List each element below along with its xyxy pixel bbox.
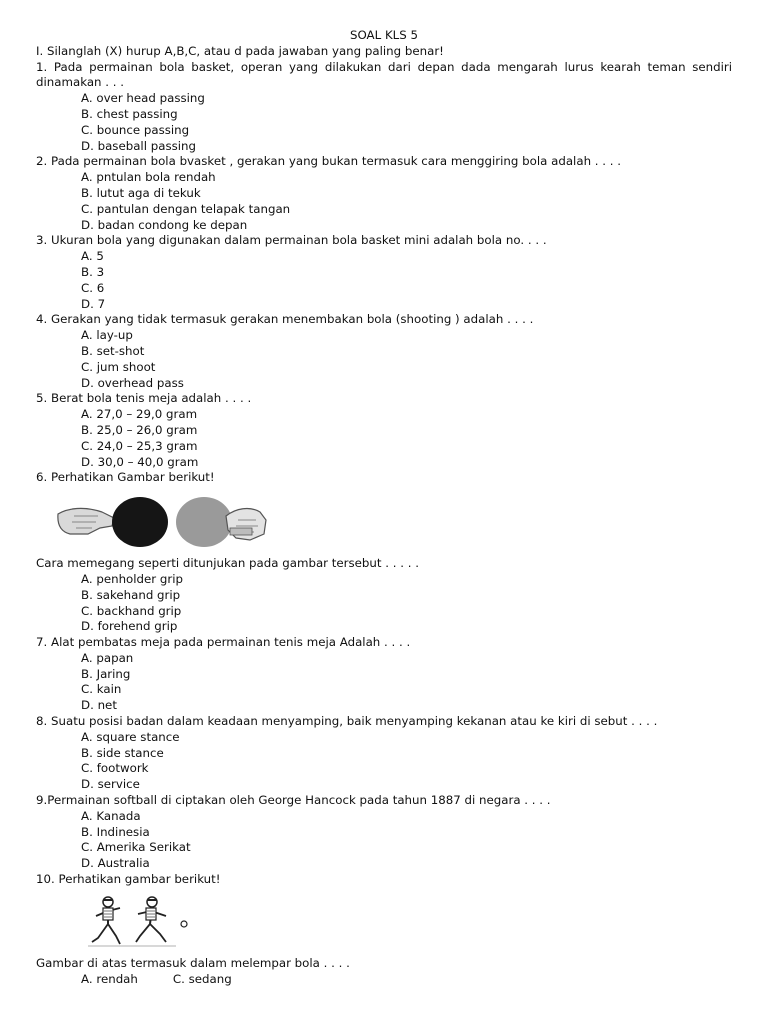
question-2-option-a: A. pntulan bola rendah: [81, 170, 216, 185]
question-10-option-a: A. rendah: [81, 971, 138, 986]
question-6-prompt: Cara memegang seperti ditunjukan pada gambar tersebut . . . . .: [36, 556, 419, 571]
question-2-option-d: D. badan condong ke depan: [81, 217, 248, 232]
table-tennis-grip-illustration: [54, 490, 270, 552]
question-6-text: 6. Perhatikan Gambar berikut!: [36, 470, 215, 485]
question-6-option-a: A. penholder grip: [81, 571, 184, 586]
question-4-option-a: A. lay-up: [81, 328, 133, 343]
question-6-option-d: D. forehend grip: [81, 619, 178, 634]
question-4-option-c: C. jum shoot: [81, 359, 156, 374]
question-9-option-a: A. Kanada: [81, 808, 141, 823]
question-7-option-d: D. net: [81, 698, 117, 713]
question-10-options: [36, 972, 732, 988]
question-6-option-c: C. backhand grip: [81, 603, 182, 618]
question-10-option-c: C. sedang: [172, 971, 232, 986]
question-4-option-d: D. overhead pass: [81, 375, 184, 390]
question-1-option-c: C. bounce passing: [81, 122, 190, 137]
question-8-text: 8. Suatu posisi badan dalam keadaan menyamping, baik menyamping kekanan atau ke kiri di sebut . . . .: [36, 714, 658, 729]
question-5-option-a: A. 27,0 – 29,0 gram: [81, 407, 198, 422]
table-tennis-grip-svg: [54, 490, 270, 552]
question-2-text: 2. Pada permainan bola bvasket , gerakan yang bukan termasuk cara menggiring bola adalah . . . .: [36, 154, 622, 169]
question-8-option-a: A. square stance: [81, 729, 180, 744]
question-3-option-a: A. 5: [81, 249, 104, 264]
question-8-option-c: C. footwork: [81, 761, 149, 776]
question-5-option-c: C. 24,0 – 25,3 gram: [81, 438, 198, 453]
instruction-text: I. Silanglah (X) hurup A,B,C, atau d pada jawaban yang paling benar!: [36, 43, 444, 58]
question-1-option-a: A. over head passing: [81, 91, 205, 106]
question-1-text-cont: dinamakan . . .: [36, 75, 125, 90]
question-8-option-b: B. side stance: [81, 745, 164, 760]
question-8-option-d: D. service: [81, 777, 140, 792]
question-7-option-c: C. kain: [81, 682, 122, 697]
question-4-option-b: B. set-shot: [81, 343, 145, 358]
question-7-option-b: B. Jaring: [81, 666, 131, 681]
question-10-text: 10. Perhatikan gambar berikut!: [36, 872, 221, 887]
question-1-text: 1. Pada permainan bola basket, operan yang dilakukan dari depan dada mengarah lurus kearah teman sendiri: [36, 59, 732, 74]
page-title: SOAL KLS 5: [349, 28, 418, 42]
question-5-text: 5. Berat bola tenis meja adalah . . . .: [36, 391, 252, 406]
question-4-text: 4. Gerakan yang tidak termasuk gerakan menembakan bola (shooting ) adalah . . . .: [36, 312, 534, 327]
question-7-text: 7. Alat pembatas meja pada permainan tenis meja Adalah . . . .: [36, 635, 411, 650]
question-10-prompt: Gambar di atas termasuk dalam melempar bola . . . .: [36, 955, 350, 970]
worksheet-page: [36, 28, 732, 987]
question-9-option-c: C. Amerika Serikat: [81, 840, 191, 855]
question-3-option-b: B. 3: [81, 264, 105, 279]
question-9-option-d: D. Australia: [81, 856, 150, 871]
softball-players-svg: [86, 894, 196, 950]
softball-throwing-players-illustration: [86, 894, 196, 950]
question-1-option-d: D. baseball passing: [81, 138, 196, 153]
question-9-text: 9.Permainan softball di ciptakan oleh George Hancock pada tahun 1887 di negara . . . .: [36, 793, 551, 808]
question-5-option-b: B. 25,0 – 26,0 gram: [81, 422, 198, 437]
question-2-option-c: C. pantulan dengan telapak tangan: [81, 201, 291, 216]
question-3-option-d: D. 7: [81, 296, 106, 311]
question-3-option-c: C. 6: [81, 280, 105, 295]
question-5-option-d: D. 30,0 – 40,0 gram: [81, 454, 199, 469]
question-2-option-b: B. lutut aga di tekuk: [81, 185, 201, 200]
question-1-option-b: B. chest passing: [81, 106, 178, 121]
question-9-option-b: B. Indinesia: [81, 824, 150, 839]
question-3-text: 3. Ukuran bola yang digunakan dalam permainan bola basket mini adalah bola no. . . .: [36, 233, 547, 248]
question-7-option-a: A. papan: [81, 650, 134, 665]
question-6-option-b: B. sakehand grip: [81, 587, 181, 602]
